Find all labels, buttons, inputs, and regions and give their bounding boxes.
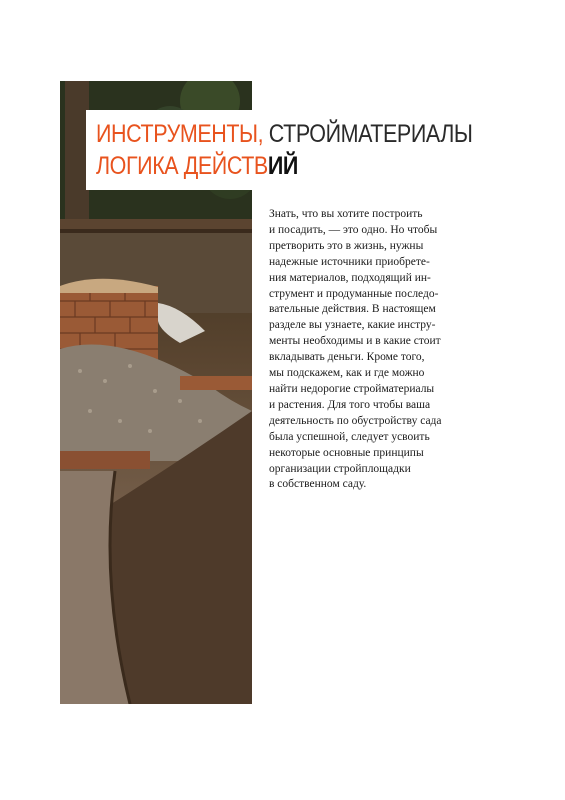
- title-line-1-rest: СТРОЙМАТЕРИАЛЫ: [263, 120, 473, 148]
- body-line: менты необходимы и в какие стоит: [269, 335, 441, 348]
- body-line: Знать, что вы хотите построить: [269, 208, 423, 220]
- body-line: разделе вы узнаете, какие инстру-: [269, 319, 436, 332]
- body-line: в собственном саду.: [269, 478, 367, 491]
- title-line-2-accent: ЛОГИКА ДЕЙСТВ: [96, 152, 268, 180]
- body-line: надежные источники приобрете-: [269, 255, 430, 268]
- title-line-1: [96, 120, 473, 148]
- body-line: некоторые основные принципы: [269, 446, 424, 459]
- body-line: найти недорогие стройматериалы: [269, 382, 435, 395]
- body-line: струмент и продуманные последо-: [269, 287, 439, 300]
- title-line-2-bold: ИЙ: [267, 152, 298, 180]
- body-line: вательные действия. В настоящем: [269, 303, 436, 316]
- body-line: ния материалов, подходящий ин-: [269, 271, 431, 284]
- body-line: деятельность по обустройству сада: [269, 414, 442, 427]
- body-line: и растения. Для того чтобы ваша: [269, 398, 431, 411]
- title-line-2: [96, 152, 298, 180]
- body-line: и посадить, — это одно. Но чтобы: [269, 223, 438, 236]
- title-line-1-accent: ИНСТРУМЕНТЫ,: [96, 120, 264, 148]
- body-line: организации стройплощадки: [269, 462, 411, 475]
- body-line: претворить это в жизнь, нужны: [269, 239, 424, 252]
- body-line: была успешной, следует усвоить: [269, 430, 430, 443]
- body-line: мы подскажем, как и где можно: [269, 367, 425, 380]
- title-box: [86, 110, 473, 190]
- body-line: вкладывать деньги. Кроме того,: [269, 351, 425, 364]
- body-paragraph: [269, 207, 459, 493]
